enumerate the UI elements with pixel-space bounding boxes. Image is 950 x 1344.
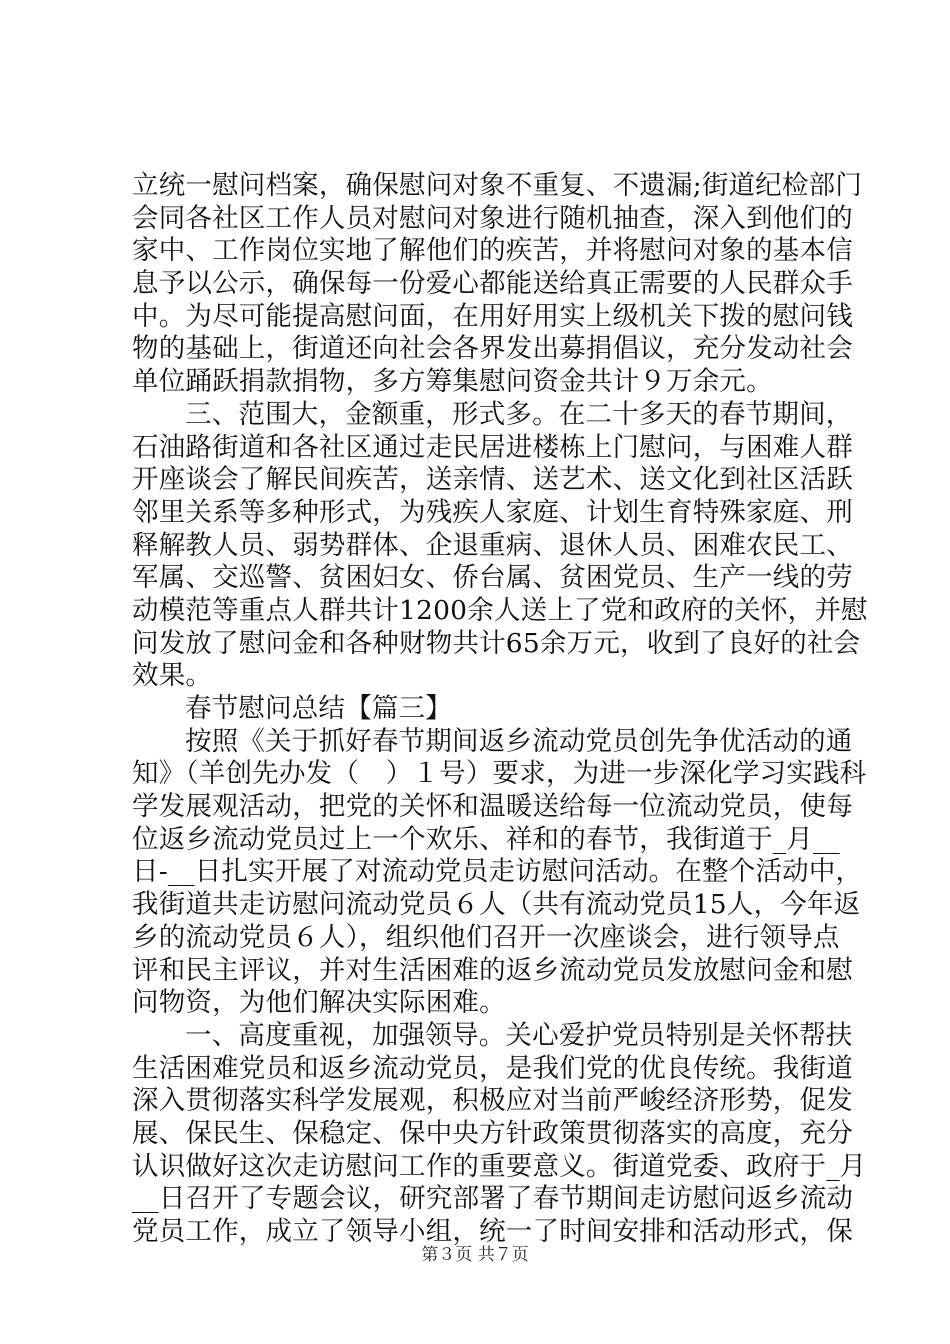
- text-line: 立统一慰问档案，确保慰问对象不重复、不遗漏;街道纪检部门: [132, 170, 863, 201]
- text-line: 问物资，为他们解决实际困难。: [132, 987, 506, 1019]
- text-line: 生活困难党员和返乡流动党员，是我们党的优良传统。我街道: [132, 1052, 853, 1084]
- text-line: 家中、工作岗位实地了解他们的疾苦，并将慰问对象的基本信: [132, 235, 853, 267]
- text-line: 乡的流动党员６人），组织他们召开一次座谈会，进行领导点: [132, 921, 840, 953]
- text-line: 单位踊跃捐款捐物，多方筹集慰问资金共计９万余元。: [132, 366, 773, 398]
- text-line: 展、保民生、保稳定、保中央方针政策贯彻落实的高度，充分: [132, 1117, 853, 1149]
- section-heading-line: 一、高度重视，加强领导。关心爱护党员特别是关怀帮扶: [185, 1019, 853, 1051]
- text-line: 学发展观活动，把党的关怀和温暖送给每一位流动党员，使每: [132, 791, 853, 823]
- text-line: __日召开了专题会议，研究部署了春节期间走访慰问返乡流动: [132, 1183, 854, 1215]
- text-line: 动模范等重点人群共计1200余人送上了党和政府的关怀，并慰: [132, 594, 868, 626]
- text-line: 党员工作，成立了领导小组，统一了时间安排和活动形式，保: [132, 1216, 853, 1247]
- text-line: 效果。: [132, 660, 213, 692]
- text-line: 物的基础上，街道还向社会各界发出募捐倡议，充分发动社会: [132, 333, 853, 365]
- text-line: 评和民主评议，并对生活困难的返乡流动党员发放慰问金和慰: [132, 954, 853, 986]
- page-number-footer: 第３页 共７页: [421, 1245, 529, 1265]
- text-line: 深入贯彻落实科学发展观，积极应对当前严峻经济形势，促发: [132, 1085, 853, 1117]
- text-line: 认识做好这次走访慰问工作的重要意义。街道党委、政府于_月: [132, 1150, 867, 1182]
- article-title: 春节慰问总结【篇三】: [185, 693, 452, 724]
- text-line: 邻里关系等多种形式，为残疾人家庭、计划生育特殊家庭、刑: [132, 496, 853, 528]
- text-line: 按照《关于抓好春节期间返乡流动党员创先争优活动的通: [185, 725, 853, 757]
- text-line: 军属、交巡警、贫困妇女、侨台属、贫困党员、生产一线的劳: [132, 562, 853, 594]
- section-heading-line: 三、范围大，金额重，形式多。在二十多天的春节期间，: [185, 398, 853, 430]
- text-line: 会同各社区工作人员对慰问对象进行随机抽查，深入到他们的: [132, 202, 853, 234]
- text-line: 我街道共走访慰问流动党员６人（共有流动党员15人，今年返: [132, 889, 861, 921]
- text-line: 知》（羊创先办发（ ）１号）要求，为进一步深化学习实践科: [132, 758, 867, 790]
- text-line: 息予以公示，确保每一份爱心都能送给真正需要的人民群众手: [132, 268, 853, 300]
- text-line: 位返乡流动党员过上一个欢乐、祥和的春节，我街道于_月__: [132, 823, 840, 855]
- text-line: 日-__日扎实开展了对流动党员走访慰问活动。在整个活动中，: [132, 856, 863, 888]
- text-line: 石油路街道和各社区通过走民居进楼栋上门慰问，与困难人群: [132, 431, 853, 463]
- text-line: 开座谈会了解民间疾苦，送亲情、送艺术、送文化到社区活跃: [132, 464, 853, 496]
- text-line: 释解教人员、弱势群体、企退重病、退休人员、困难农民工、: [132, 529, 853, 561]
- text-line: 问发放了慰问金和各种财物共计65余万元，收到了良好的社会: [132, 627, 861, 659]
- document-body: [132, 170, 868, 1249]
- text-line: 中。为尽可能提高慰问面，在用好用实上级机关下拨的慰问钱: [132, 300, 853, 332]
